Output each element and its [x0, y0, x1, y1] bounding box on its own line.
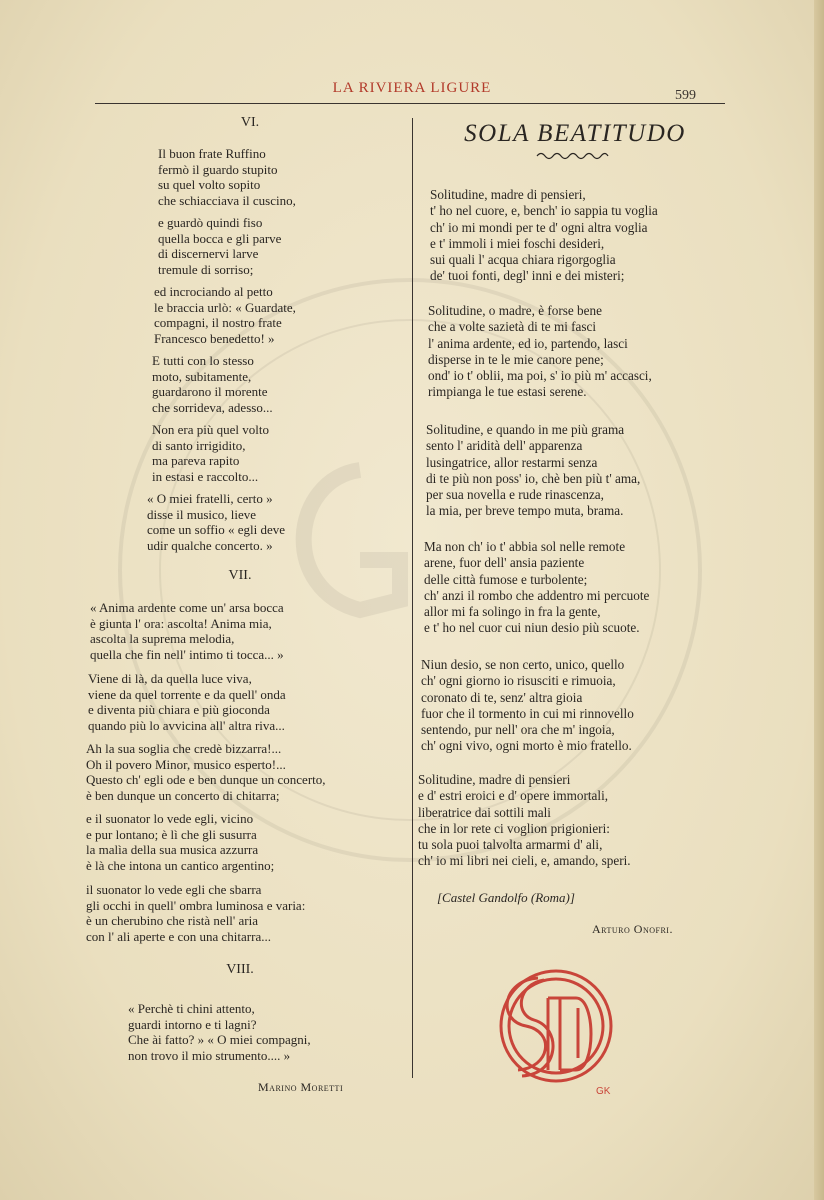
- stanza-vi-5: Non era più quel volto di santo irrigidito, ma pareva rapito in estasi e raccolto...: [152, 422, 269, 484]
- section-numeral-vii: VII.: [228, 568, 252, 583]
- section-numeral-vi: VI.: [240, 115, 260, 130]
- poem-title: SOLA BEATITUDO: [464, 120, 686, 147]
- title-ornament: [535, 148, 610, 162]
- journal-title: LA RIVIERA LIGURE: [332, 80, 492, 96]
- stanza-vii-4: e il suonator lo vede egli, vicino e pur lontano; è lì che gli susurra la malìa della sua musica azzurra è là che intona un cantico argentino;: [86, 811, 275, 873]
- stanza-vi-6: « O miei fratelli, certo » disse il musico, lieve come un soffio « egli deve udir qualche concerto. »: [147, 491, 286, 553]
- stanza-vii-3: Ah la sua soglia che credè bizzarra!... Oh il povero Minor, musico esperto!... Questo ch' egli ode e ben dunque un concerto, è ben dunque un concerto di chitarra;: [86, 741, 326, 803]
- header-rule: [95, 103, 725, 104]
- stanza-vii-5: il suonator lo vede egli che sbarra gli occhi in quell' ombra luminosa e varia: è un cherubino che ristà nell' aria con l' ali aperte e con una chitarra...: [86, 882, 306, 944]
- stanza-sola-4: Ma non ch' io t' abbia sol nelle remote arene, fuor dell' ansia paziente delle città fumose e turbolente; ch' anzi il rombo che addentro mi percuote allor mi fa solingo in fra la gente, e t' ho nel cuor cui niun desio più scuote.: [424, 539, 650, 636]
- stanza-vii-1: « Anima ardente come un' arsa bocca è giunta l' ora: ascolta! Anima mia, ascolta la suprema melodia, quella che fin nell' intimo ti tocca... »: [90, 600, 284, 662]
- stanza-viii-1: « Perchè ti chini attento, guardi intorno e ti lagni? Che ài fatto? » « O miei compagni, non trovo il mio strumento.... »: [128, 1001, 311, 1063]
- stanza-vii-2: Viene di là, da quella luce viva, viene da quel torrente e da quell' onda e diventa più chiara e più gioconda quando più lo avvicina all' altra riva...: [88, 671, 286, 733]
- stanza-vi-2: e guardò quindi fiso quella bocca e gli parve di discernervi larve tremule di sorriso;: [158, 215, 282, 277]
- stanza-sola-6: Solitudine, madre di pensieri e d' estri eroici e d' opere immortali, liberatrice dai sottili mali che in lor rete ci voglion prigionieri: tu sola puoi talvolta armarmi d' ali, ch' io mi libri nei cieli, e, amando, speri.: [418, 772, 631, 869]
- stanza-sola-3: Solitudine, e quando in me più grama sento l' aridità dell' apparenza lusingatrice, allor restarmi senza di te più non poss' io, chè ben più t' ama, per sua novella e rude rinascenza, la mia, per breve tempo muta, brama.: [426, 422, 641, 519]
- stanza-vi-3: ed incrociando al petto le braccia urlò: « Guardate, compagni, il nostro frate Francesco benedetto! »: [154, 284, 296, 346]
- author-signature-left: Marino Moretti: [258, 1080, 344, 1094]
- svg-text:GK: GK: [596, 1086, 611, 1097]
- page-number: 599: [675, 88, 696, 103]
- section-numeral-viii: VIII.: [226, 962, 254, 977]
- stanza-vi-1: Il buon frate Ruffino fermò il guardo stupito su quel volto sopito che schiacciava il cuscino,: [158, 146, 296, 208]
- stanza-sola-1: Solitudine, madre di pensieri, t' ho nel cuore, e, bench' io sappia tu voglia ch' io mi mondi per te d' ogni altra voglia e t' immoli i miei foschi desideri, sui quali l' acqua chiara rigorgoglia de' tuoi fonti, degl' inni e dei misteri;: [430, 187, 658, 284]
- stanza-vi-4: E tutti con lo stesso moto, subitamente, guardarono il morente che sorrideva, adesso...: [152, 353, 273, 415]
- page-edge: [814, 0, 824, 1200]
- stanza-sola-5: Niun desio, se non certo, unico, quello ch' ogni giorno io risusciti e rimuoia, coronato di te, senz' altra gioia fuor che il tormento in cui mi rinnovello sentendo, pur nell' ora che m' ingoia, ch' ogni vivo, ogni morto è mio fratello.: [421, 657, 634, 754]
- stanza-sola-2: Solitudine, o madre, è forse bene che a volte sazietà di te mi fasci l' anima ardente, ed io, partendo, lasci disperse in te le mie canore pene; ond' io t' oblii, ma poi, s' io più m' accasci, rimpianga le tue estasi serene.: [428, 303, 652, 400]
- monogram-logo: [478, 958, 628, 1098]
- author-signature-right: Arturo Onofri.: [592, 922, 673, 936]
- place-note: [Castel Gandolfo (Roma)]: [437, 890, 575, 905]
- column-divider: [412, 118, 413, 1078]
